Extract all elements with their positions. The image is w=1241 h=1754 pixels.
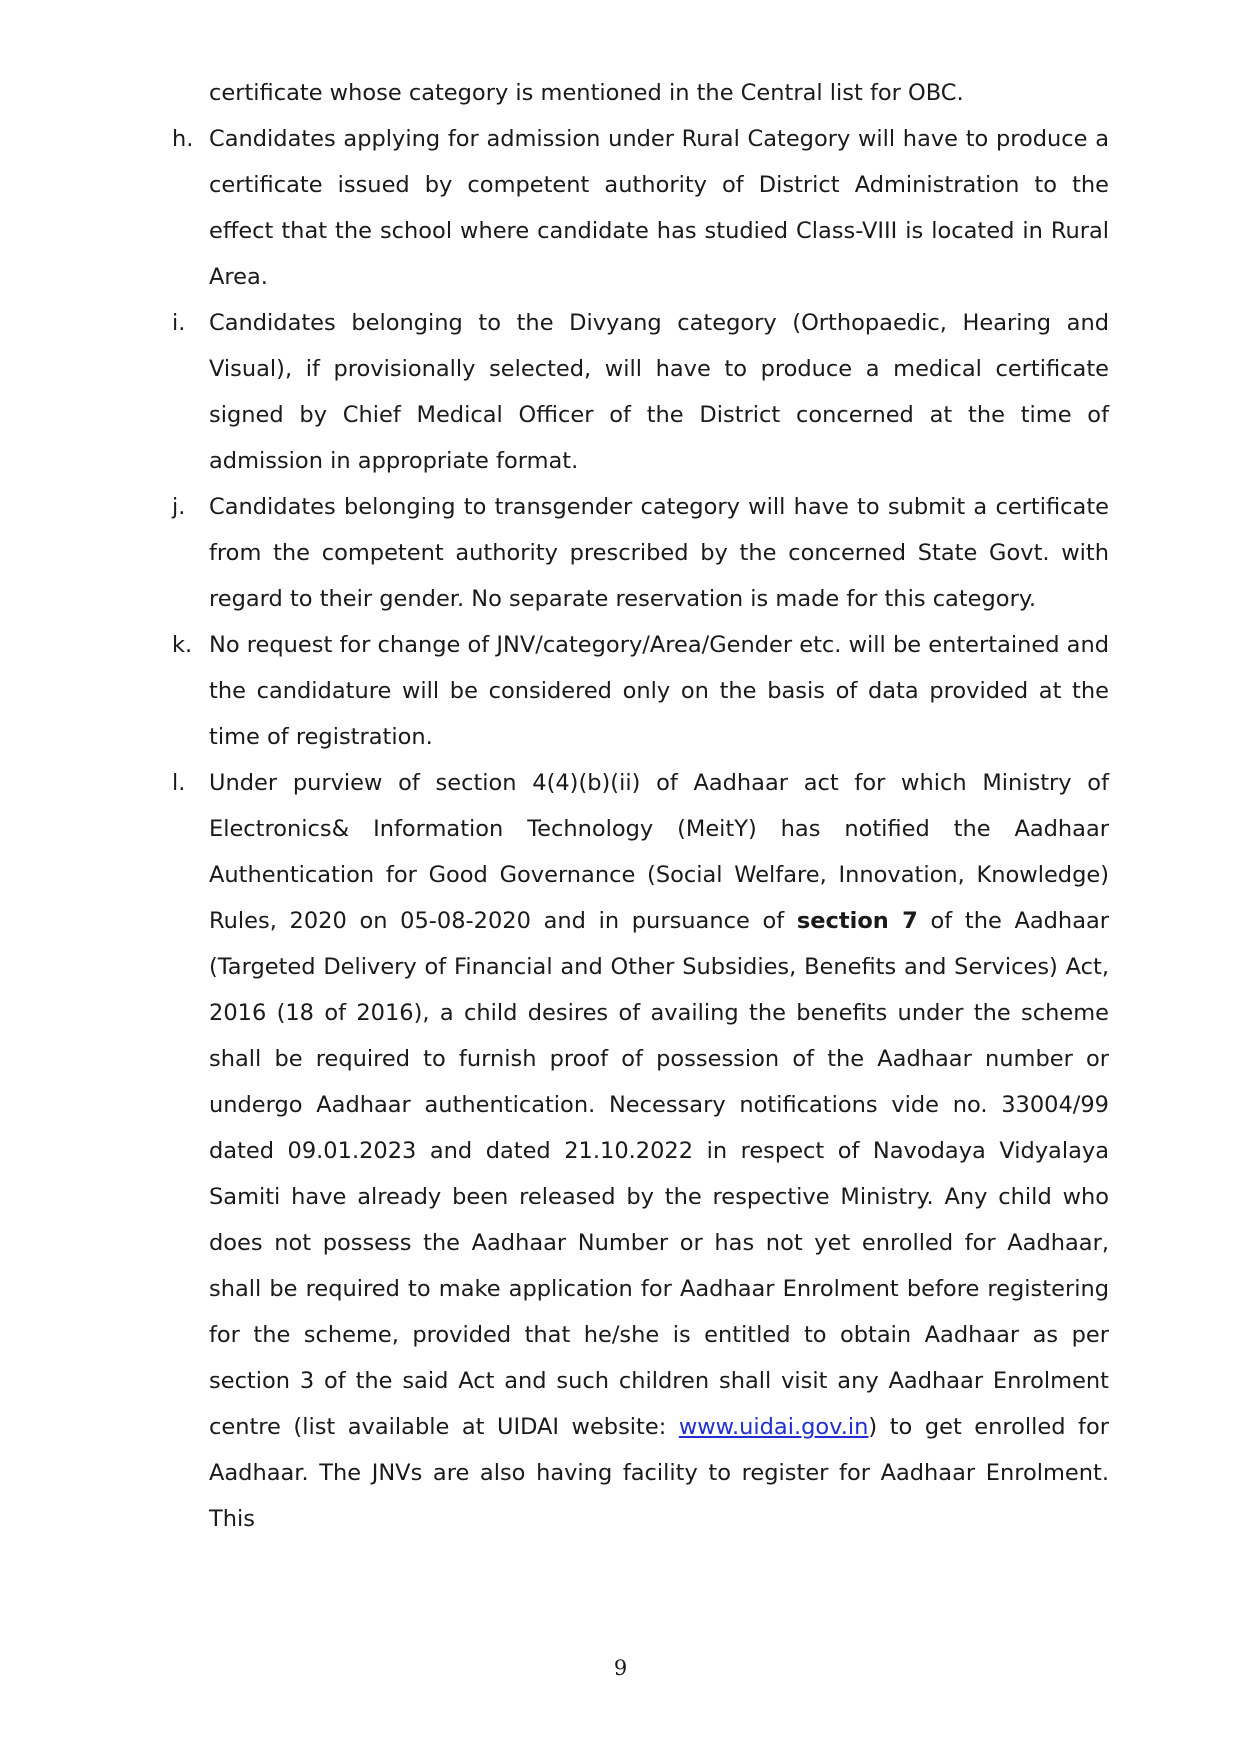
list-item-k (172, 622, 1109, 760)
list-item-text: Candidates applying for admission under Rural Category will have to produce a certificate issued by competent authority of District Administration to the effect that the school where candidate has studied Class-VIII is located in Rural Area. (209, 126, 1109, 290)
aadhaar-text-part3: ) to get enrolled for Aadhaar. The JNVs are also having facility to register for Aadhaar Enrolment. This (209, 1414, 1109, 1532)
document-body (172, 70, 1109, 1542)
list-item-text: Candidates belonging to the Divyang category (Orthopaedic, Hearing and Visual), if provisionally selected, will have to produce a medical certificate signed by Chief Medical Officer of the District concerned at the time of admission in appropriate format. (209, 310, 1109, 474)
list-item-l (172, 760, 1109, 1542)
page-number: 9 (613, 1656, 628, 1680)
list-marker: i. (172, 310, 186, 336)
section-7-bold: section 7 (796, 908, 918, 934)
list-item-h (172, 116, 1109, 300)
list-item-text: No request for change of JNV/category/Area/Gender etc. will be entertained and the candidature will be considered only on the basis of data provided at the time of registration. (209, 632, 1109, 750)
list-marker: l. (172, 770, 186, 796)
list-item-text: Candidates belonging to transgender category will have to submit a certificate from the competent authority prescribed by the concerned State Govt. with regard to their gender. No separate reservation is made for this category. (209, 494, 1109, 612)
aadhaar-text-part1: Under purview of section 4(4)(b)(ii) of Aadhaar act for which Ministry of Electronics& Information Technology (MeitY) has notified the Aadhaar Authentication for Good Governance (Social Welfare, Innovation, Knowledge) Rules, 2020 on 05-08-2020 and in pursuance of (209, 770, 1109, 934)
aadhaar-text-part2: of the Aadhaar (Targeted Delivery of Financial and Other Subsidies, Benefits and Services) Act, 2016 (18 of 2016), a child desires of availing the benefits under the scheme shall be required to furnish proof of possession of the Aadhaar number or undergo Aadhaar authentication. Necessary notifications vide no. 33004/99 dated 09.01.2023 and dated 21.10.2022 in respect of Navodaya Vidyalaya Samiti have already been released by the respective Ministry. Any child who does not possess the Aadhaar Number or has not yet enrolled for Aadhaar, shall be required to make application for Aadhaar Enrolment before registering for the scheme, provided that he/she is entitled to obtain Aadhaar as per section 3 of the said Act and such children shall visit any Aadhaar Enrolment centre (list available at UIDAI website: (209, 908, 1110, 1440)
list-marker: h. (172, 126, 194, 152)
continuation-paragraph: certificate whose category is mentioned in the Central list for OBC. (209, 80, 964, 106)
list-marker: k. (172, 632, 193, 658)
uidai-website-link[interactable]: www.uidai.gov.in (678, 1414, 869, 1440)
list-item-text (209, 760, 1109, 1542)
list-item-j (172, 484, 1109, 622)
list-marker: j. (172, 494, 186, 520)
list-item-i (172, 300, 1109, 484)
